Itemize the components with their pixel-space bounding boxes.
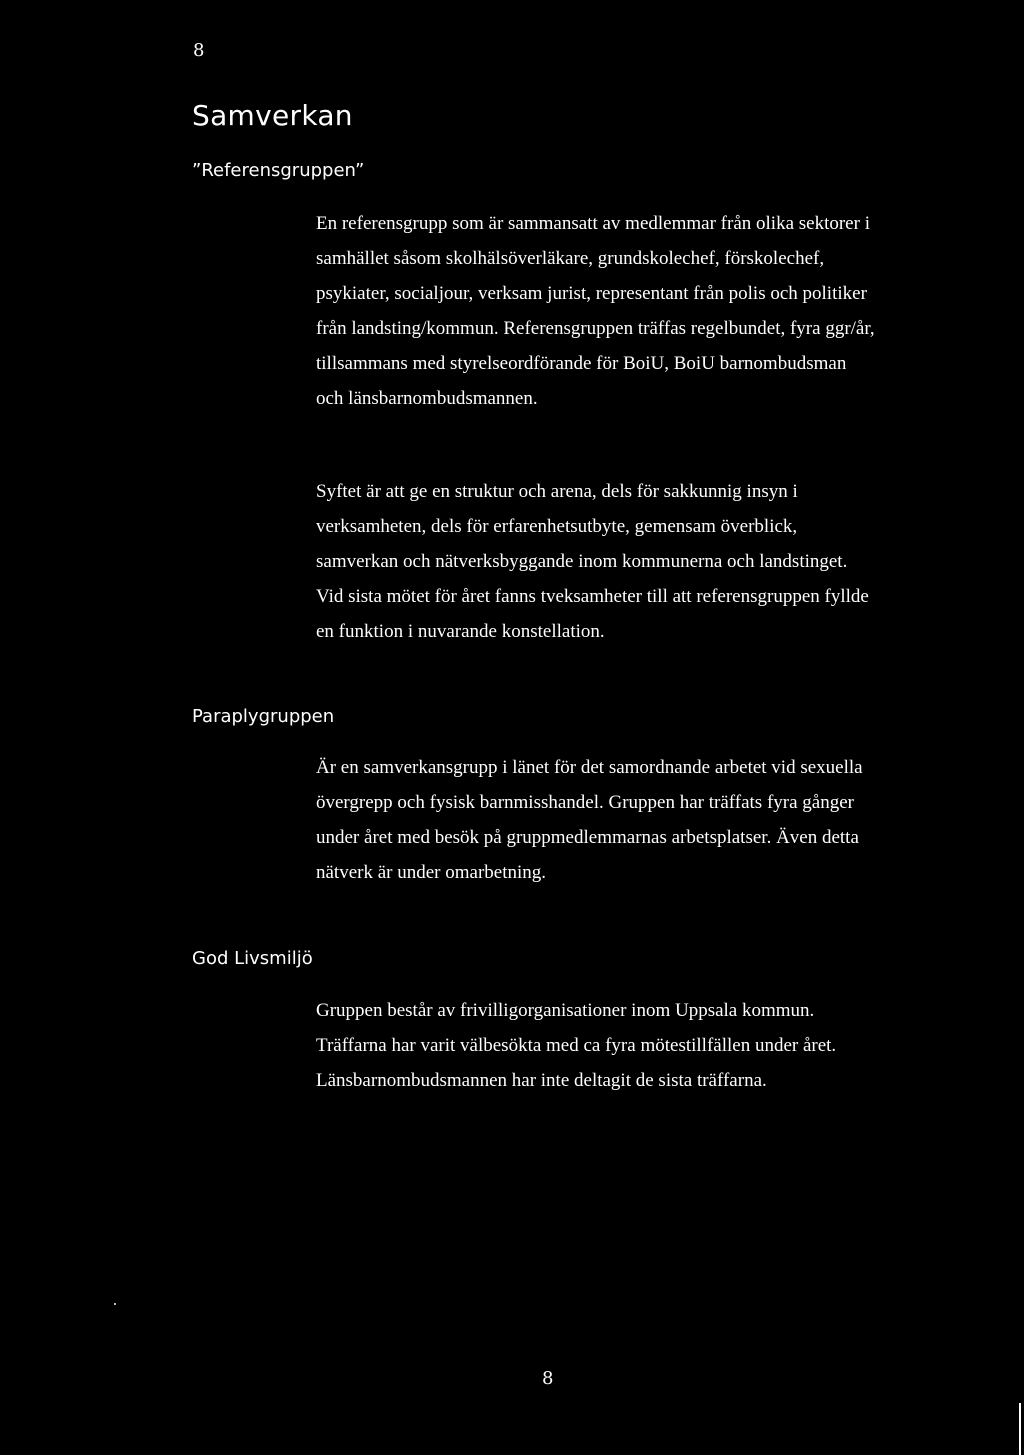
referensgruppen-paragraph-2: Syftet är att ge en struktur och arena, dels för sakkunnig insyn i verksamheten, dels för erfarenhetsutbyte, gemensam överblick, samverkan och nätverksbyggande inom kommunerna och landstinget. Vid sista mötet för året fanns tveksamheter till att referensgruppen fyllde en funktion i nuvarande konstellation. xyxy=(316,481,869,642)
paraplygruppen-heading: Paraplygruppen xyxy=(192,706,335,727)
paraplygruppen-paragraph: Är en samverkansgrupp i länet för det samordnande arbetet vid sexuella övergrepp och fysisk barnmisshandel. Gruppen har träffats fyra gånger under året med besök på gruppmedlemmarnas arbetsplatser. Även detta nätverk är under omarbetning. xyxy=(316,757,863,883)
scan-edge-line xyxy=(1019,1403,1021,1455)
section-title: Samverkan xyxy=(192,99,353,132)
page-number-bottom: 8 xyxy=(542,1368,554,1389)
scan-artifact-dot xyxy=(114,1303,116,1305)
referensgruppen-paragraph-1: En referensgrupp som är sammansatt av medlemmar från olika sektorer i samhället såsom skolhälsöverläkare, grundskolechef, förskolechef, psykiater, socialjour, verksam jurist, representant från polis och politiker från landsting/kommun. Referensgruppen träffas regelbundet, fyra ggr/år, tillsammans med styrelseordförande för BoiU, BoiU barnombudsman och länsbarnombudsmannen. xyxy=(316,213,875,409)
god-livsmiljo-heading: God Livsmiljö xyxy=(192,948,313,969)
referensgruppen-heading: ”Referensgruppen” xyxy=(192,160,365,181)
god-livsmiljo-paragraph: Gruppen består av frivilligorganisationer inom Uppsala kommun. Träffarna har varit välbesökta med ca fyra mötestillfällen under året. Länsbarnombudsmannen har inte deltagit de sista träffarna. xyxy=(316,1000,837,1091)
page-number-top: 8 xyxy=(193,40,205,61)
